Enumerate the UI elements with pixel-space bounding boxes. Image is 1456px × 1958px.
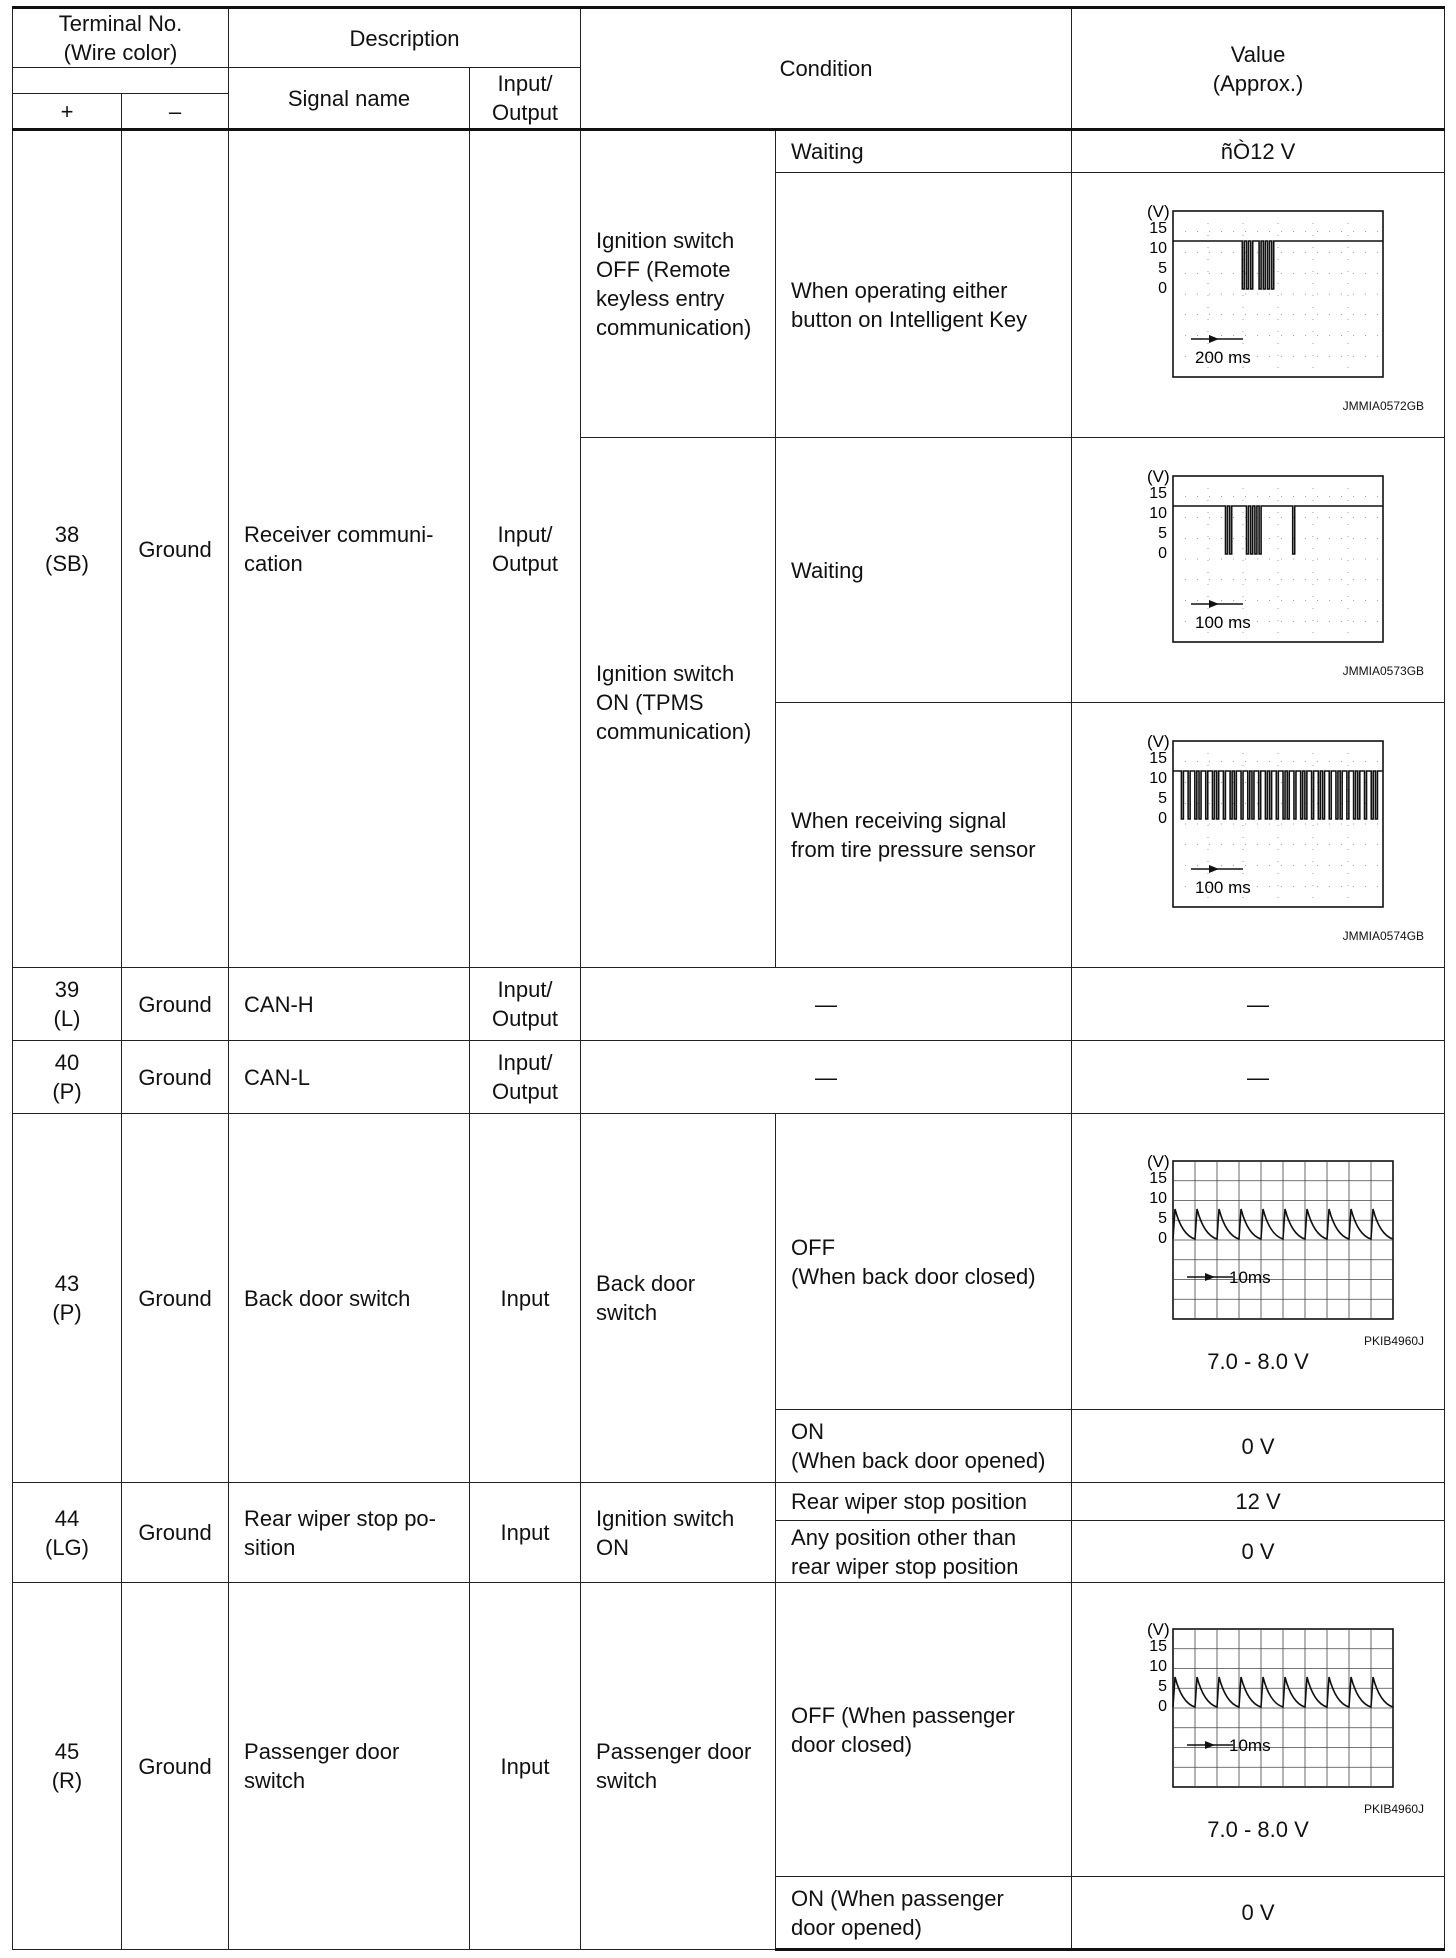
t43-condition <box>581 1114 776 1483</box>
row-45-off <box>13 1583 1445 1877</box>
t39-number: 39 <box>54 977 80 1002</box>
t45-sub-off <box>776 1583 1072 1877</box>
t38-sub-operating <box>776 173 1072 438</box>
scope-figure-code: PKIB4960J <box>1364 1802 1425 1816</box>
t43-cond-line2: switch <box>596 1300 658 1325</box>
scope-waveform <box>1173 506 1383 554</box>
scope-time-arrowhead <box>1209 865 1219 873</box>
t38-sub-waiting: Waiting <box>776 130 1072 173</box>
t38-sub-operating-line2: button on Intelligent Key <box>791 307 1028 332</box>
scope-y-tick: 10 <box>1149 1658 1168 1675</box>
t38-sub-receiving <box>776 703 1072 968</box>
t43-wire-color: (P) <box>52 1300 82 1325</box>
t43-sub-off-line2: (When back door closed) <box>791 1263 1036 1289</box>
scope-waveform <box>1173 771 1383 819</box>
t38-io-line2: Output <box>492 551 559 576</box>
t40-io <box>470 1041 581 1114</box>
scope-time-label: 100 ms <box>1195 613 1251 632</box>
t39-terminal <box>13 968 122 1041</box>
t38-cond-ign-off <box>581 130 776 438</box>
t38-sub-receiving-line2: from tire pressure sensor <box>791 837 1036 862</box>
t38-cond-on-line3: communication) <box>596 719 752 744</box>
t39-io-line1: Input/ <box>497 977 553 1002</box>
header-condition: Condition <box>581 8 1072 130</box>
t40-io-line1: Input/ <box>497 1050 553 1075</box>
t39-io <box>470 968 581 1041</box>
scope-y-tick: 15 <box>1149 750 1168 767</box>
scope-time-arrowhead <box>1209 335 1219 343</box>
scope-figure-code: JMMIA0573GB <box>1342 664 1425 678</box>
t40-signal-name: CAN-L <box>229 1041 470 1114</box>
scope-unit-label: (V) <box>1147 467 1170 486</box>
terminal-spec-table <box>12 6 1445 1951</box>
t43-cond-line1: Back door <box>596 1271 696 1296</box>
t45-sub-on-line1: ON (When passenger <box>791 1885 1004 1911</box>
scope-figure-code: JMMIA0572GB <box>1342 399 1425 413</box>
t38-wire-color: (SB) <box>45 551 89 576</box>
t40-value: — <box>1072 1041 1445 1114</box>
t44-sub-other-line2: rear wiper stop position <box>791 1553 1019 1579</box>
t45-condition <box>581 1583 776 1950</box>
t38-ground: Ground <box>122 130 229 968</box>
t40-io-line2: Output <box>492 1079 559 1104</box>
t44-io: Input <box>470 1483 581 1583</box>
t43-scope-cell <box>1072 1114 1445 1410</box>
scope-y-tick: 15 <box>1149 220 1168 237</box>
t38-cond-off-line4: communication) <box>596 315 752 340</box>
header-terminal-no-text: Terminal No. <box>58 11 183 36</box>
t45-terminal <box>13 1583 122 1950</box>
header-value <box>1072 8 1445 130</box>
t43-sub-off-line1: OFF <box>791 1234 836 1260</box>
t38-value-waiting: ñÒ12 V <box>1072 130 1445 173</box>
t39-io-line2: Output <box>492 1006 559 1031</box>
row-38-waiting <box>13 130 1445 173</box>
t39-condition: — <box>581 968 1072 1041</box>
t38-cond-on-line2: ON (TPMS <box>596 690 704 715</box>
t38-cond-off-line2: OFF (Remote <box>596 257 731 282</box>
scope-y-tick: 15 <box>1149 1170 1168 1187</box>
t44-number: 44 <box>54 1505 80 1531</box>
t38-sub-receiving-line1: When receiving signal <box>791 808 1007 833</box>
scope-graph-s1 <box>1118 197 1398 397</box>
t38-scope-cell-1 <box>1072 173 1445 438</box>
scope-time-label: 10ms <box>1229 1268 1271 1287</box>
t45-value-off: 7.0 - 8.0 V <box>1207 1817 1309 1842</box>
t44-condition <box>581 1483 776 1583</box>
t45-signal-line1: Passenger door <box>244 1739 400 1764</box>
t43-sub-on-line2: (When back door opened) <box>791 1448 1046 1473</box>
t38-cond-off-line1: Ignition switch <box>596 228 735 253</box>
t38-cond-ign-on <box>581 438 776 968</box>
row-40 <box>13 1041 1445 1114</box>
scope-unit-label: (V) <box>1147 732 1170 751</box>
scope-y-tick: 0 <box>1158 280 1168 297</box>
scope-graph-s2 <box>1118 462 1398 662</box>
t39-value: — <box>1072 968 1445 1041</box>
t44-terminal <box>13 1483 122 1583</box>
row-43-off <box>13 1114 1445 1410</box>
t39-wire-color: (L) <box>53 1006 81 1031</box>
header-minus: – <box>122 94 229 130</box>
t43-terminal <box>13 1114 122 1483</box>
t43-signal-name: Back door switch <box>229 1114 470 1483</box>
t45-cond-line2: switch <box>596 1768 658 1793</box>
t45-wire-color: (R) <box>51 1768 83 1793</box>
scope-figure-code: PKIB4960J <box>1364 1334 1425 1348</box>
t45-sub-on-line2: door opened) <box>791 1914 922 1940</box>
t38-signal-name <box>229 130 470 968</box>
t40-terminal <box>13 1041 122 1114</box>
scope-unit-label: (V) <box>1147 1152 1170 1171</box>
t45-number: 45 <box>54 1739 80 1764</box>
header-description: Description <box>229 8 581 68</box>
scope-y-tick: 15 <box>1149 485 1168 502</box>
t38-signal-line2: cation <box>244 551 303 576</box>
scope-unit-label: (V) <box>1147 202 1170 221</box>
scope-y-tick: 0 <box>1158 810 1168 827</box>
t44-signal-line2: sition <box>244 1534 296 1560</box>
t43-value-off: 7.0 - 8.0 V <box>1207 1349 1309 1374</box>
t40-condition: — <box>581 1041 1072 1114</box>
t45-signal-name <box>229 1583 470 1950</box>
t38-number: 38 <box>54 522 80 547</box>
row-44-stop <box>13 1483 1445 1521</box>
t43-number: 43 <box>54 1271 80 1296</box>
t45-sub-on <box>776 1877 1072 1950</box>
scope-y-tick: 10 <box>1149 1190 1168 1207</box>
header-value-text: Value <box>1230 41 1286 67</box>
t38-sub-on-waiting: Waiting <box>776 438 1072 703</box>
t39-signal-name: CAN-H <box>229 968 470 1041</box>
t38-terminal <box>13 130 122 968</box>
t38-scope-cell-2 <box>1072 438 1445 703</box>
t38-cond-off-line3: keyless entry <box>596 286 725 311</box>
t45-scope-cell <box>1072 1583 1445 1877</box>
header-io-line1: Input/ <box>497 71 553 96</box>
scope-y-tick: 5 <box>1158 1210 1168 1227</box>
scope-s3 <box>1076 727 1440 943</box>
t44-cond-line1: Ignition switch <box>596 1505 735 1531</box>
t45-signal-line2: switch <box>244 1768 306 1793</box>
scope-s5 <box>1076 1615 1440 1816</box>
scope-y-tick: 10 <box>1149 770 1168 787</box>
t43-sub-on-line1: ON <box>791 1419 825 1444</box>
t40-number: 40 <box>54 1050 80 1075</box>
header-plus: + <box>13 94 122 130</box>
t39-ground: Ground <box>122 968 229 1041</box>
t44-signal-line1: Rear wiper stop po- <box>244 1505 436 1531</box>
t38-scope-cell-3 <box>1072 703 1445 968</box>
t44-sub-stop: Rear wiper stop position <box>776 1483 1072 1521</box>
scope-y-tick: 10 <box>1149 505 1168 522</box>
t45-sub-off-line1: OFF (When passenger <box>791 1702 1015 1728</box>
t45-cond-line1: Passenger door <box>596 1739 752 1764</box>
scope-unit-label: (V) <box>1147 1620 1170 1639</box>
scope-y-tick: 0 <box>1158 545 1168 562</box>
scope-time-label: 200 ms <box>1195 348 1251 367</box>
t44-cond-line2: ON <box>596 1534 630 1560</box>
header-signal-name: Signal name <box>229 68 470 130</box>
scope-s2 <box>1076 462 1440 678</box>
header-io-line2: Output <box>492 100 559 125</box>
t38-io <box>470 130 581 968</box>
scope-graph-s5 <box>1118 1615 1398 1800</box>
t44-value-stop: 12 V <box>1072 1483 1445 1521</box>
t44-wire-color: (LG) <box>45 1534 89 1560</box>
header-terminal-spacer <box>13 68 229 94</box>
t44-signal-name <box>229 1483 470 1583</box>
t38-cond-on-line1: Ignition switch <box>596 661 735 686</box>
t45-sub-off-line2: door closed) <box>791 1731 913 1757</box>
t43-sub-off <box>776 1114 1072 1410</box>
t38-io-line1: Input/ <box>497 522 553 547</box>
t45-value-on: 0 V <box>1072 1877 1445 1950</box>
terminal-spec-sheet <box>12 6 1444 1950</box>
t40-ground: Ground <box>122 1041 229 1114</box>
t43-value-on: 0 V <box>1072 1410 1445 1483</box>
scope-figure-code: JMMIA0574GB <box>1342 929 1425 943</box>
scope-time-label: 100 ms <box>1195 878 1251 897</box>
scope-y-tick: 5 <box>1158 525 1168 542</box>
scope-y-tick: 5 <box>1158 1678 1168 1695</box>
scope-time-label: 10ms <box>1229 1736 1271 1755</box>
t38-signal-line1: Receiver communi- <box>244 522 434 547</box>
scope-time-arrowhead <box>1209 600 1219 608</box>
t44-ground: Ground <box>122 1483 229 1583</box>
t38-sub-operating-line1: When operating either <box>791 278 1008 303</box>
t44-sub-other-line1: Any position other than <box>791 1524 1017 1550</box>
t40-wire-color: (P) <box>52 1079 82 1104</box>
scope-graph-s3 <box>1118 727 1398 927</box>
row-39 <box>13 968 1445 1041</box>
scope-y-tick: 15 <box>1149 1638 1168 1655</box>
header-value-approx: (Approx.) <box>1212 70 1304 96</box>
scope-graph-s4 <box>1118 1147 1398 1332</box>
t44-value-other: 0 V <box>1072 1521 1445 1583</box>
scope-y-tick: 5 <box>1158 260 1168 277</box>
scope-y-tick: 10 <box>1149 240 1168 257</box>
scope-y-tick: 5 <box>1158 790 1168 807</box>
scope-y-tick: 0 <box>1158 1230 1168 1247</box>
scope-y-tick: 0 <box>1158 1698 1168 1715</box>
t44-sub-other <box>776 1521 1072 1583</box>
header-terminal-no <box>13 8 229 68</box>
t45-io: Input <box>470 1583 581 1950</box>
t43-ground: Ground <box>122 1114 229 1483</box>
header-row-1 <box>13 8 1445 68</box>
t43-sub-on <box>776 1410 1072 1483</box>
t45-ground: Ground <box>122 1583 229 1950</box>
header-wire-color: (Wire color) <box>63 40 178 65</box>
scope-waveform <box>1173 241 1383 289</box>
t43-io: Input <box>470 1114 581 1483</box>
header-input-output <box>470 68 581 130</box>
scope-s1 <box>1076 197 1440 413</box>
scope-s4 <box>1076 1147 1440 1348</box>
